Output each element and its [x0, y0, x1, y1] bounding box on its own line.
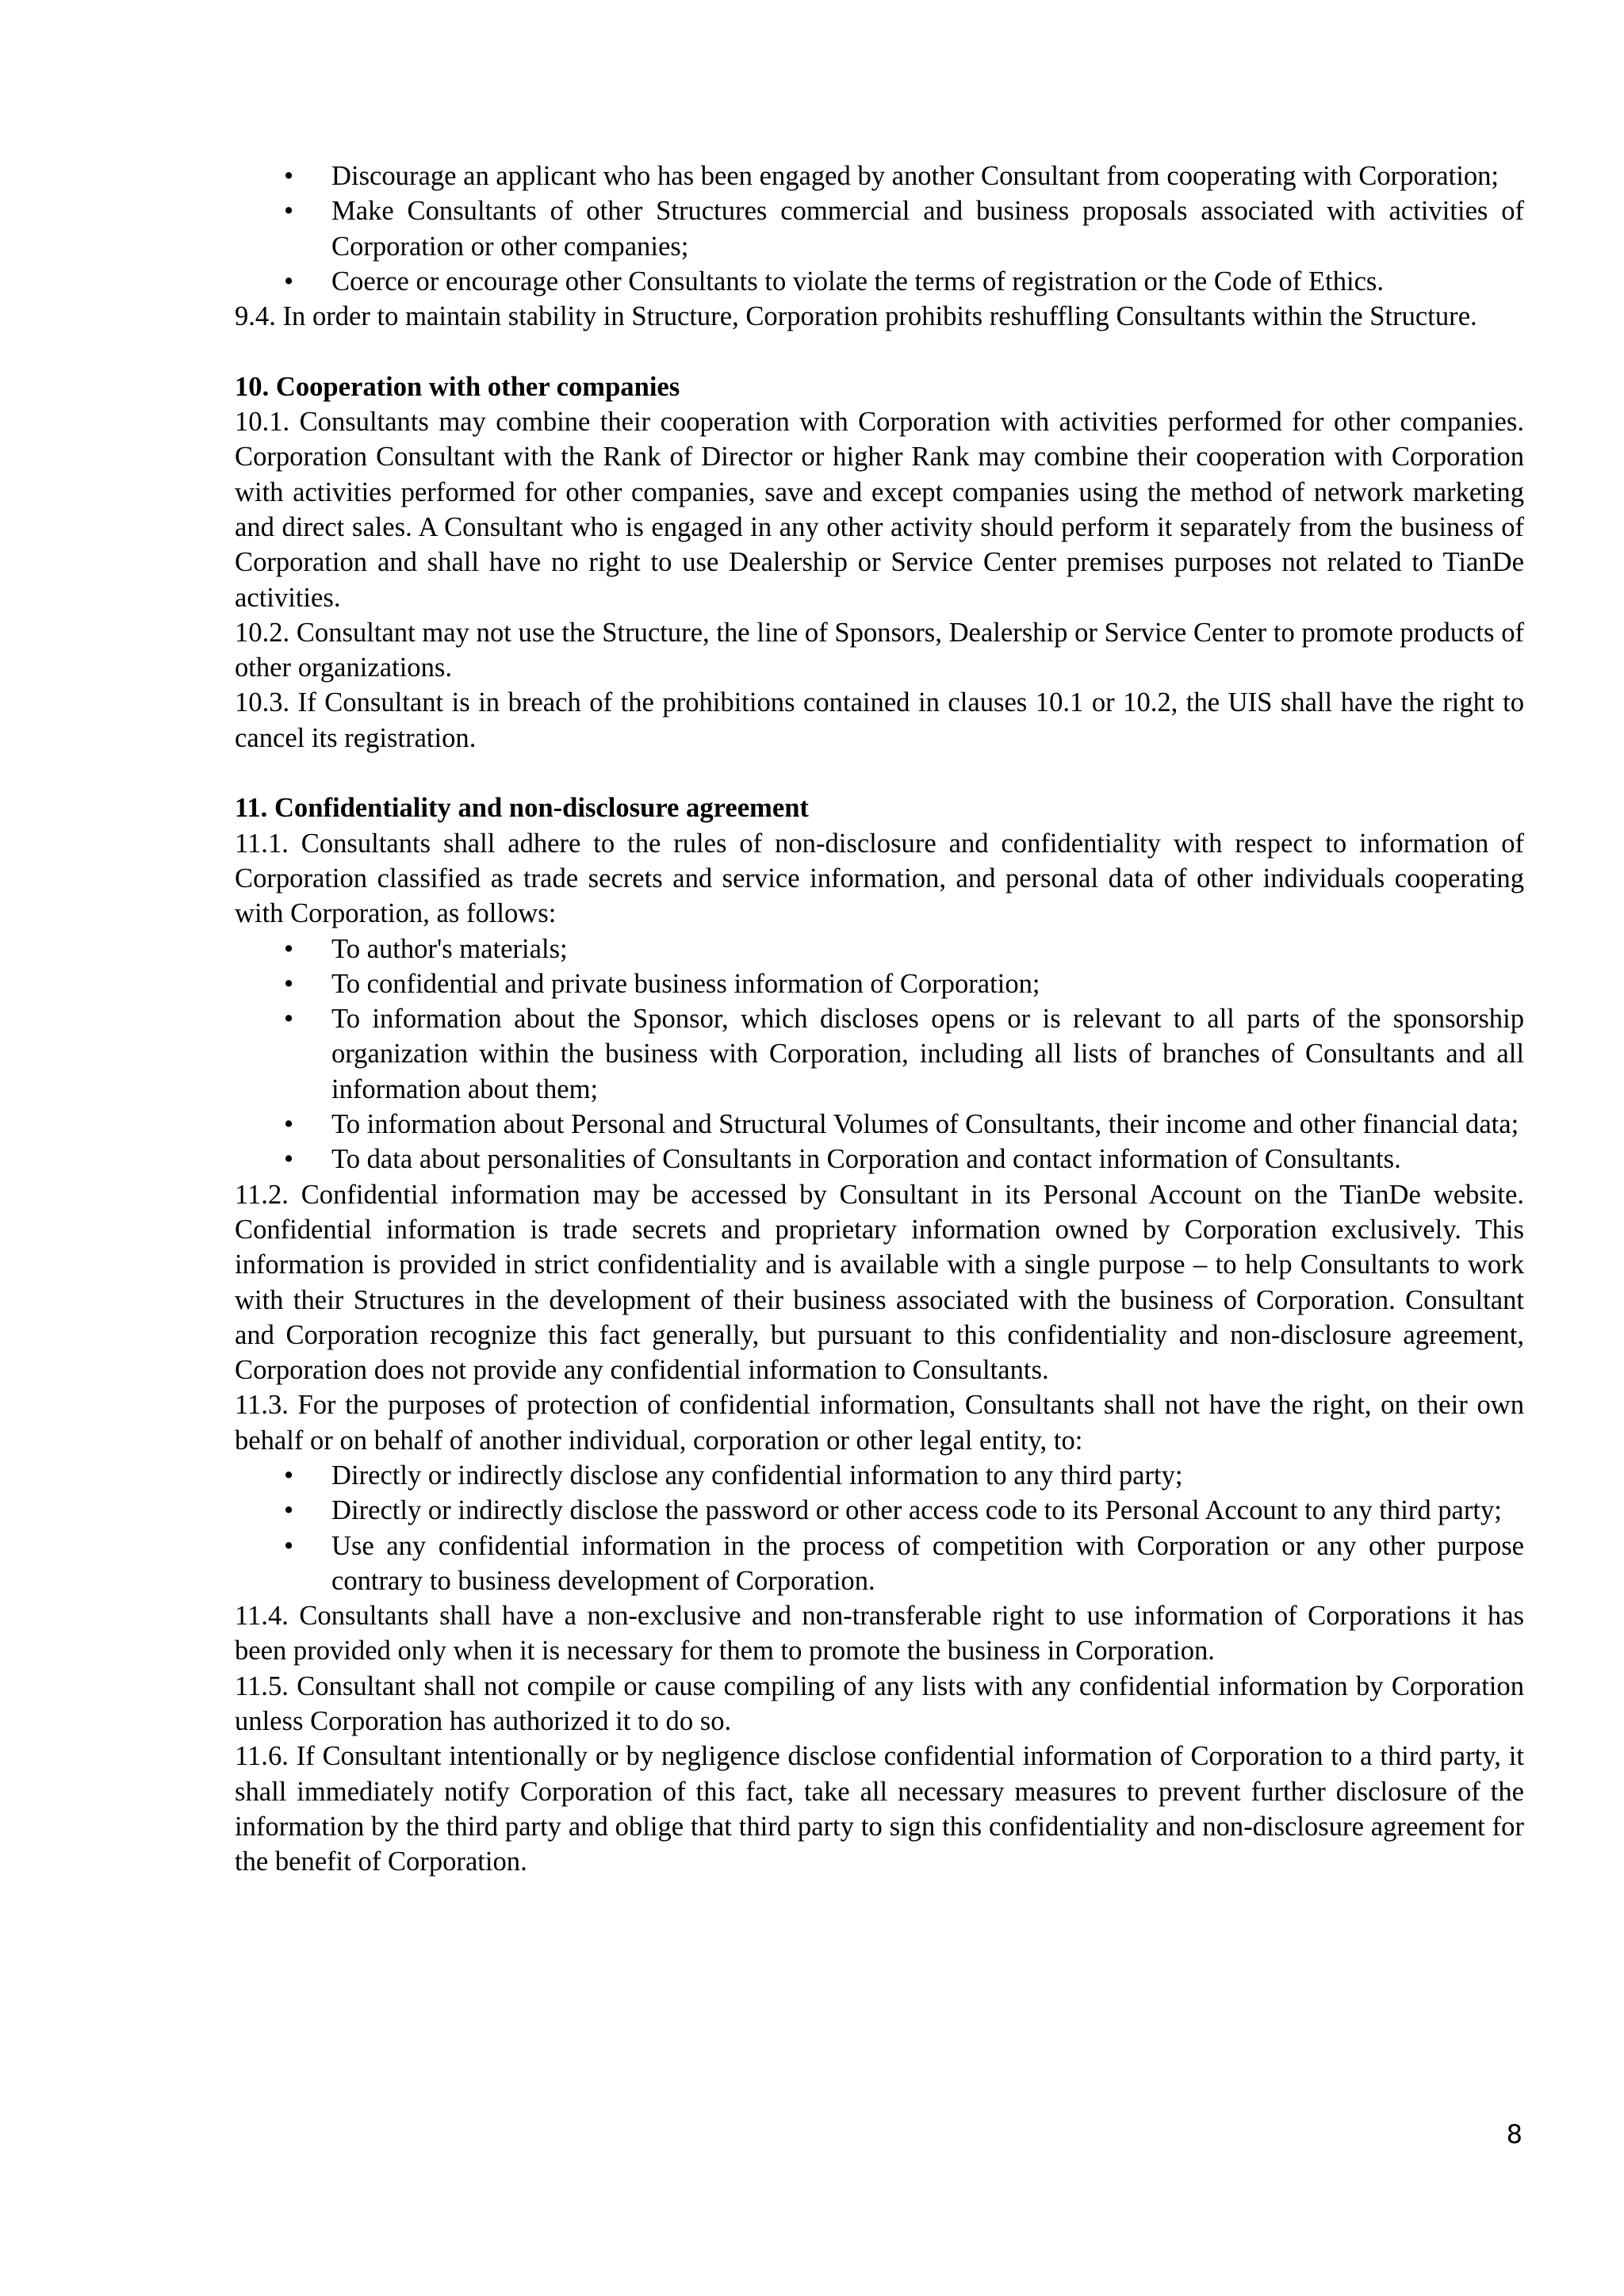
- page-content: [235, 159, 1524, 1880]
- clause-9-4: 9.4. In order to maintain stability in Structure, Corporation prohibits reshuffling Consultants within the Structure.: [235, 301, 1477, 332]
- spacer: [235, 334, 1524, 369]
- list-item: • Discourage an applicant who has been engaged by another Consultant from cooperating with Corporation;: [235, 159, 1524, 193]
- clause-11-1-bullet-list: [235, 932, 1524, 1177]
- clause-10-3: 10.3. If Consultant is in breach of the prohibitions contained in clauses 10.1 or 10.2, the UIS shall have the right to cancel its registration.: [235, 687, 1524, 753]
- section-10-heading: 10. Cooperation with other companies: [235, 371, 680, 402]
- clause-11-2: 11.2. Confidential information may be accessed by Consultant in its Personal Account on the TianDe website. Confidential information is trade secrets and proprietary information owned by Corporation exclusively. This information is provided in strict confidentiality and is available with a single purpose – to help Consultants to work with their Structures in the development of their business associated with the business of Corporation. Consultant and Corporation recognize this fact generally, but pursuant to this confidentiality and non-disclosure agreement, Corporation does not provide any confidential information to Consultants.: [235, 1179, 1524, 1386]
- intro-bullet-list: [235, 159, 1524, 299]
- list-item: • Coerce or encourage other Consultants to violate the terms of registration or the Code of Ethics.: [235, 264, 1524, 299]
- clause-11-6: 11.6. If Consultant intentionally or by negligence disclose confidential information of Corporation to a third party, it shall immediately notify Corporation of this fact, take all necessary measures to prevent further disclosure of the information by the third party and oblige that third party to sign this confidentiality and non-disclosure agreement for the benefit of Corporation.: [235, 1741, 1524, 1877]
- section-11-heading: 11. Confidentiality and non-disclosure agreement: [235, 793, 809, 824]
- list-item: • To information about the Sponsor, which discloses opens or is relevant to all parts of the sponsorship organization within the business with Corporation, including all lists of branches of Consultants and all information about them;: [235, 1001, 1524, 1107]
- list-item: • Directly or indirectly disclose any confidential information to any third party;: [235, 1458, 1524, 1493]
- clause-11-5: 11.5. Consultant shall not compile or cause compiling of any lists with any confidential information by Corporation unless Corporation has authorized it to do so.: [235, 1670, 1524, 1737]
- clause-11-3: 11.3. For the purposes of protection of confidential information, Consultants shall not have the right, on their own behalf or on behalf of another individual, corporation or other legal entity, to:: [235, 1390, 1524, 1456]
- clause-11-3-bullet-list: [235, 1458, 1524, 1598]
- list-item: • To data about personalities of Consultants in Corporation and contact information of Consultants.: [235, 1142, 1524, 1177]
- clause-10-1: 10.1. Consultants may combine their cooperation with Corporation with activities performed for other companies. Corporation Consultant with the Rank of Director or higher Rank may combine their cooperation with Corporation with activities performed for other companies, save and except companies using the method of network marketing and direct sales. A Consultant who is engaged in any other activity should perform it separately from the business of Corporation and shall have no right to use Dealership or Service Center premises purposes not related to TianDe activities.: [235, 407, 1524, 613]
- list-item: • To confidential and private business information of Corporation;: [235, 966, 1524, 1001]
- clause-11-4: 11.4. Consultants shall have a non-exclusive and non-transferable right to use information of Corporations it has been provided only when it is necessary for them to promote the business in Corporation.: [235, 1601, 1524, 1667]
- list-item: • Make Consultants of other Structures commercial and business proposals associated with activities of Corporation or other companies;: [235, 193, 1524, 264]
- list-item: • Use any confidential information in the process of competition with Corporation or any other purpose contrary to business development of Corporation.: [235, 1529, 1524, 1599]
- spacer: [235, 756, 1524, 790]
- list-item: • To information about Personal and Structural Volumes of Consultants, their income and other financial data;: [235, 1107, 1524, 1142]
- list-item: • To author's materials;: [235, 932, 1524, 966]
- clause-11-1: 11.1. Consultants shall adhere to the rules of non-disclosure and confidentiality with respect to information of Corporation classified as trade secrets and service information, and personal data of other individuals cooperating with Corporation, as follows:: [235, 828, 1524, 929]
- list-item: • Directly or indirectly disclose the password or other access code to its Personal Account to any third party;: [235, 1493, 1524, 1528]
- clause-10-2: 10.2. Consultant may not use the Structure, the line of Sponsors, Dealership or Service Center to promote products of other organizations.: [235, 617, 1524, 683]
- page-number: 8: [1506, 2119, 1522, 2149]
